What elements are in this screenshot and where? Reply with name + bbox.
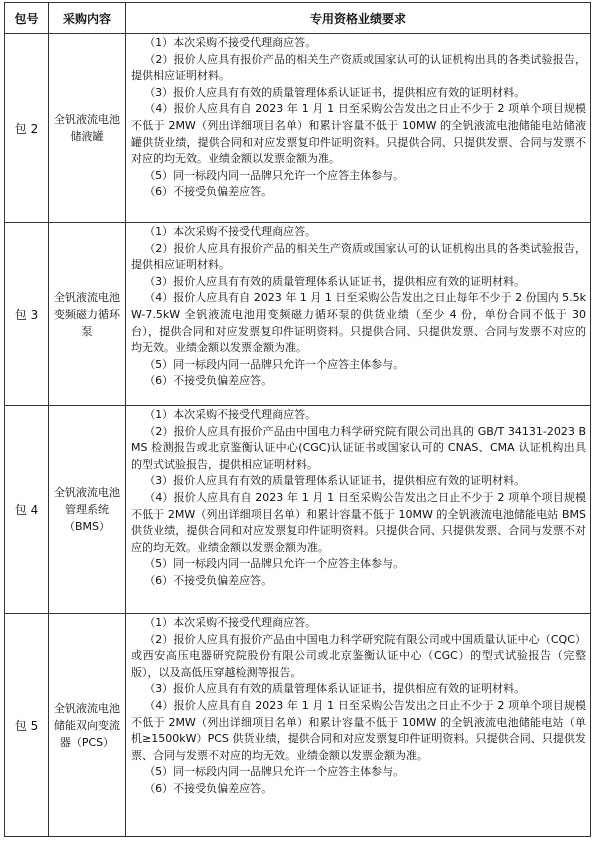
requirements-cell — [126, 614, 591, 837]
requirement-item: （3）报价人应具有有效的质量管理体系认证证书，提供相应有效的证明材料。 — [144, 682, 526, 696]
table-row — [5, 614, 591, 837]
table-row — [5, 223, 591, 406]
requirement-item: （1）本次采购不接受代理商应答。 — [144, 616, 317, 629]
requirement-item: （3）报价人应具有有效的质量管理体系认证证书，提供相应有效的证明材料。 — [144, 274, 526, 288]
procurement-item: 全钒液流电池储能双向变流器（PCS） — [49, 614, 126, 837]
header-package: 包号 — [5, 3, 49, 34]
package-number: 包 2 — [5, 34, 49, 223]
header-requirements: 专用资格业绩要求 — [126, 3, 591, 34]
requirement-item: （6）不接受负偏差应答。 — [144, 374, 273, 388]
requirement-item: （1）本次采购不接受代理商应答。 — [144, 225, 317, 238]
requirement-item: （4）报价人应具有自 2023 年 1 月 1 日至采购公告发出之日止不少于 2 项单个项目规模不低于 2MW（列出详细项目名单）和累计容量不低于 10MW 的全钒液流电池储能电站储液罐供货业绩，提供合同和对应发票复印件证明资料。只提供合同、只提供发票、合同与发票不对应的均无效。业绩金额以发票金额为准。 — [131, 102, 586, 166]
procurement-item: 全钒液流电池管理系统（BMS） — [49, 406, 126, 614]
requirement-item: （6）不接受负偏差应答。 — [144, 185, 273, 199]
requirement-item: （6）不接受负偏差应答。 — [144, 781, 273, 795]
table-header-row — [5, 3, 591, 34]
requirements-document — [4, 2, 590, 837]
procurement-item: 全钒液流电池变频磁力循环泵 — [49, 223, 126, 406]
table-row — [5, 34, 591, 223]
requirement-item: （2）报价人应具有报价产品的相关生产资质或国家认可的认证机构出具的各类试验报告，提供相应证明材料。 — [131, 52, 586, 83]
requirement-item: （1）本次采购不接受代理商应答。 — [144, 408, 317, 421]
procurement-item: 全钒液流电池储液罐 — [49, 34, 126, 223]
requirement-item: （5）同一标段内同一品牌只允许一个应答主体参与。 — [144, 357, 405, 371]
requirement-item: （2）报价人应具有报价产品的相关生产资质或国家认可的认证机构出具的各类试验报告，提供相应证明材料。 — [131, 241, 586, 272]
requirements-table — [4, 2, 591, 837]
header-content: 采购内容 — [49, 3, 126, 34]
requirement-item: （2）报价人应具有报价产品由中国电力科学研究院有限公司出具的 GB/T 34131-2023 BMS 检测报告或北京鉴衡认证中心(CGC)认证证书或国家认可的 CNAS、CMA 认证机构出具的型式试验报告，提供相应证明材料。 — [131, 424, 586, 471]
requirements-cell — [126, 223, 591, 406]
requirement-item: （5）同一标段内同一品牌只允许一个应答主体参与。 — [144, 168, 405, 182]
requirement-item: （3）报价人应具有有效的质量管理体系认证证书，提供相应有效的证明材料。 — [144, 85, 526, 99]
requirements-cell — [126, 34, 591, 223]
requirement-item: （4）报价人应具有自 2023 年 1 月 1 日至采购公告发出之日止每年不少于 2 份国内 5.5kW-7.5kW 全钒液流电池用变频磁力循环泵的供货业绩（至少 4 份，单份合同不低于 30 台），提供合同和对应发票复印件证明资料。只提供合同、只提供发票、合同与发票不对应的均无效。业绩金额以发票金额为准。 — [131, 291, 586, 355]
table-body — [5, 34, 591, 837]
requirement-item: （3）报价人应具有有效的质量管理体系认证证书，提供相应有效的证明材料。 — [144, 474, 526, 488]
requirements-cell — [126, 406, 591, 614]
package-number: 包 5 — [5, 614, 49, 837]
requirement-item: （2）报价人应具有报价产品由中国电力科学研究院有限公司或中国质量认证中心（CQC）或西安高压电器研究院股份有限公司或北京鉴衡认证中心（CGC）的型式试验报告（完整版），以及高低压穿越检测等报告。 — [131, 632, 586, 679]
package-number: 包 4 — [5, 406, 49, 614]
requirement-item: （1）本次采购不接受代理商应答。 — [144, 36, 317, 49]
table-row — [5, 406, 591, 614]
requirement-item: （4）报价人应具有自 2023 年 1 月 1 日至采购公告发出之日止不少于 2 项单个项目规模不低于 2MW（列出详细项目名单）和累计容量不低于 10MW 的全钒液流电池储能电站（单机≥1500kW）PCS 供货业绩，提供合同和对应发票复印件证明资料。只提供合同、只提供发票、合同与发票不对应的均无效。业绩金额以发票金额为准。 — [131, 698, 586, 762]
requirement-item: （4）报价人应具有自 2023 年 1 月 1 日至采购公告发出之日止不少于 2 项单个项目规模不低于 2MW（列出详细项目名单）和累计容量不低于 10MW 的全钒液流电池储能电站 BMS 供货业绩，提供合同和对应发票复印件证明资料。只提供合同、只提供发票、合同与发票不对应的均无效。业绩金额以发票金额为准。 — [131, 490, 586, 554]
requirement-item: （6）不接受负偏差应答。 — [144, 573, 273, 587]
package-number: 包 3 — [5, 223, 49, 406]
requirement-item: （5）同一标段内同一品牌只允许一个应答主体参与。 — [144, 765, 405, 779]
requirement-item: （5）同一标段内同一品牌只允许一个应答主体参与。 — [144, 557, 405, 571]
